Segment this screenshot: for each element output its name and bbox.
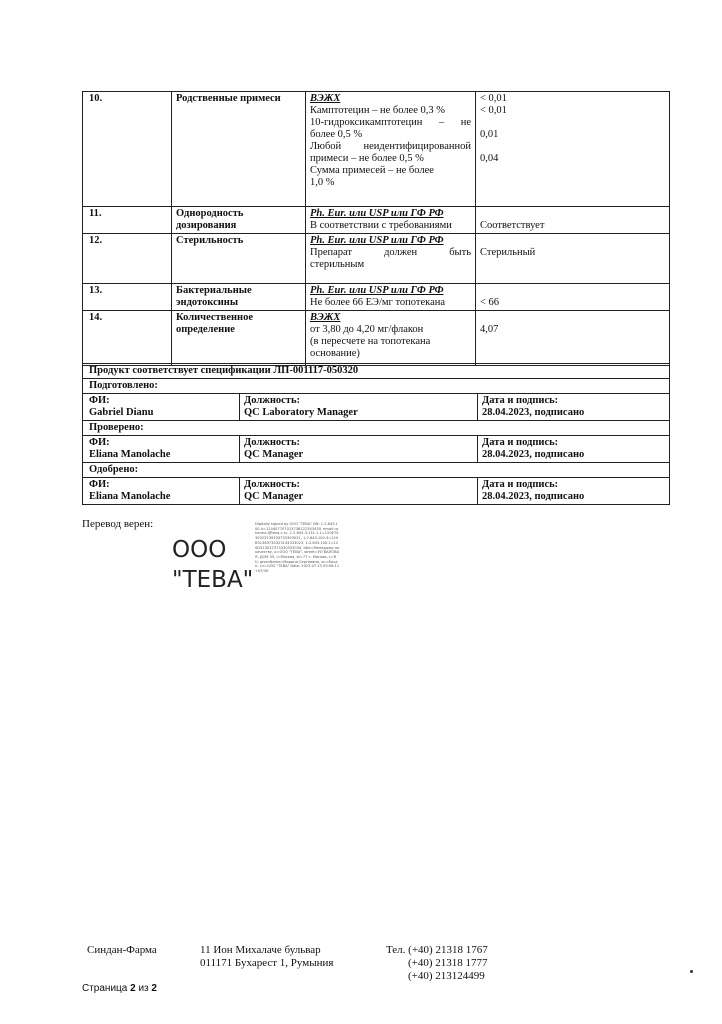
sign-fio bbox=[83, 478, 240, 505]
footer-phone: Тел. (+40) 21318 1767 bbox=[386, 944, 488, 956]
result-line: < 66 bbox=[480, 297, 500, 308]
test-result bbox=[476, 284, 670, 311]
sign-fio-label: ФИ: bbox=[89, 395, 110, 406]
spec-line: Камптотецин – не более 0,3 % bbox=[310, 105, 445, 116]
test-result bbox=[476, 234, 670, 284]
spec-line: 10-гидроксикамптотецин – не bbox=[310, 117, 471, 128]
spec-line: более 0,5 % bbox=[310, 129, 363, 140]
sign-position-label: Должность: bbox=[244, 437, 301, 448]
result-line bbox=[480, 117, 665, 129]
test-row bbox=[83, 234, 670, 284]
test-name-line: определение bbox=[176, 324, 235, 335]
spec-line: основание) bbox=[310, 348, 360, 359]
page-prefix: Страница bbox=[82, 983, 128, 994]
stamp-line-1: ООО bbox=[172, 537, 227, 563]
test-result bbox=[476, 207, 670, 234]
sign-fio-label: ФИ: bbox=[89, 437, 110, 448]
spec-line: примеси – не более 0,5 % bbox=[310, 153, 424, 164]
company-stamp-name bbox=[172, 535, 253, 595]
result-line: < 0,01 bbox=[480, 105, 507, 116]
test-row bbox=[83, 207, 670, 234]
sign-fio bbox=[83, 394, 240, 421]
sign-date-label: Дата и подпись: bbox=[482, 437, 559, 448]
test-spec bbox=[306, 207, 476, 234]
sign-fio-value: Gabriel Dianu bbox=[89, 407, 154, 418]
test-method: ВЭЖХ bbox=[310, 312, 341, 323]
test-row bbox=[83, 311, 670, 366]
test-name-line: Стерильность bbox=[176, 235, 244, 246]
spec-line: Не более 66 ЕЭ/мг топотекана bbox=[310, 297, 446, 308]
approval-table bbox=[82, 363, 670, 505]
test-name-line: Бактериальные bbox=[176, 285, 252, 296]
digital-signature-text: Digitally signed by ООО "ТЕВА" DN: 1.2.643.100.4=120407707013738122343430, email=pharma.@teva-c.ru, 1.2.643.3.131.1.1=120E7435023139333735393031, 1.2.643.100.3=120B31363730323134333023, 1.2.643.100.1=120D313037373330333034, title=Менеджер по качеству, o=ООО "ТЕВА", street=УЛ ВАЛОВАЯ, ДОМ 35, l=Москва, st=77 г. Москва, c=RU, givenName=Марина Сергеевна, sn=Кочан, cn=ООО "ТЕВА" Date: 2023.07.13 09:56:11 +03'00' bbox=[255, 522, 340, 574]
sign-section-title: Подготовлено: bbox=[83, 379, 670, 394]
sign-detail-row bbox=[83, 436, 670, 463]
sign-date-value: 28.04.2023, подписано bbox=[482, 407, 585, 418]
test-name bbox=[172, 207, 306, 234]
test-name bbox=[172, 284, 306, 311]
test-spec bbox=[306, 234, 476, 284]
result-line bbox=[480, 235, 665, 247]
sign-position-value: QC Manager bbox=[244, 449, 304, 460]
sign-section-row bbox=[83, 463, 670, 478]
test-number: 14. bbox=[83, 311, 172, 366]
test-number: 11. bbox=[83, 207, 172, 234]
test-name-line: дозирования bbox=[176, 220, 237, 231]
spec-line: Любой неидентифицированной bbox=[310, 141, 471, 152]
sign-date bbox=[478, 394, 670, 421]
sign-position-value: QC Laboratory Manager bbox=[244, 407, 358, 418]
test-name-line: Количественное bbox=[176, 312, 254, 323]
test-result bbox=[476, 92, 670, 207]
test-name-line: эндотоксины bbox=[176, 297, 239, 308]
sign-section-row bbox=[83, 379, 670, 394]
test-result bbox=[476, 311, 670, 366]
sign-detail-row bbox=[83, 478, 670, 505]
sign-date-value: 28.04.2023, подписано bbox=[482, 491, 585, 502]
test-row bbox=[83, 92, 670, 207]
sign-position-value: QC Manager bbox=[244, 491, 304, 502]
sign-date bbox=[478, 478, 670, 505]
sign-fio-label: ФИ: bbox=[89, 479, 110, 490]
sign-date-label: Дата и подпись: bbox=[482, 479, 559, 490]
sign-position bbox=[240, 436, 478, 463]
sign-section-row bbox=[83, 421, 670, 436]
sign-section-title: Проверено: bbox=[83, 421, 670, 436]
spec-line: (в пересчете на топотекана bbox=[310, 336, 431, 347]
footer-phone: (+40) 213124499 bbox=[408, 970, 485, 982]
spec-line: 1,0 % bbox=[310, 177, 335, 188]
result-line bbox=[480, 312, 665, 324]
test-name bbox=[172, 234, 306, 284]
result-line: 0,01 bbox=[480, 129, 499, 140]
conclusion-text: Продукт соответствует спецификации ЛП-001117-050320 bbox=[83, 364, 670, 379]
sign-detail-row bbox=[83, 394, 670, 421]
result-line bbox=[480, 285, 665, 297]
sign-date-label: Дата и подпись: bbox=[482, 395, 559, 406]
footer-address-line: 11 Ион Михалаче бульвар bbox=[200, 944, 321, 956]
result-line bbox=[480, 208, 665, 220]
result-line: < 0,01 bbox=[480, 93, 507, 104]
spec-line: стерильным bbox=[310, 259, 365, 270]
sign-position bbox=[240, 478, 478, 505]
sign-fio bbox=[83, 436, 240, 463]
sign-position bbox=[240, 394, 478, 421]
result-line: Стерильный bbox=[480, 247, 536, 258]
test-spec bbox=[306, 92, 476, 207]
sign-fio-value: Eliana Manolache bbox=[89, 491, 171, 502]
sign-date bbox=[478, 436, 670, 463]
test-method: Ph. Eur. или USP или ГФ РФ bbox=[310, 285, 444, 296]
page-total: 2 bbox=[151, 983, 157, 994]
page-middle: из bbox=[138, 983, 149, 994]
page-number bbox=[82, 983, 157, 994]
stamp-line-2: "ТЕВА" bbox=[172, 567, 254, 593]
sign-section-title: Одобрено: bbox=[83, 463, 670, 478]
footer-address bbox=[200, 944, 333, 970]
test-number: 10. bbox=[83, 92, 172, 207]
sign-date-value: 28.04.2023, подписано bbox=[482, 449, 585, 460]
spec-line: В соответствии с требованиями bbox=[310, 220, 452, 231]
result-line bbox=[480, 141, 665, 153]
spec-line: Сумма примесей – не более bbox=[310, 165, 434, 176]
page-current: 2 bbox=[130, 983, 136, 994]
footer-phones bbox=[386, 944, 488, 983]
test-name bbox=[172, 311, 306, 366]
scan-speck bbox=[690, 970, 693, 973]
sign-position-label: Должность: bbox=[244, 479, 301, 490]
translation-note: Перевод верен: bbox=[82, 518, 154, 530]
test-number: 12. bbox=[83, 234, 172, 284]
sign-position-label: Должность: bbox=[244, 395, 301, 406]
conclusion-row bbox=[83, 364, 670, 379]
test-method: Ph. Eur. или USP или ГФ РФ bbox=[310, 208, 444, 219]
spec-line: Препарат должен быть bbox=[310, 247, 471, 258]
test-name bbox=[172, 92, 306, 207]
sign-fio-value: Eliana Manolache bbox=[89, 449, 171, 460]
footer-org: Синдан-Фарма bbox=[87, 944, 157, 956]
footer-phone: (+40) 21318 1777 bbox=[408, 957, 488, 969]
test-method: ВЭЖХ bbox=[310, 93, 341, 104]
test-spec bbox=[306, 311, 476, 366]
result-line: 4,07 bbox=[480, 324, 499, 335]
test-name-line: Однородность bbox=[176, 208, 244, 219]
result-line: 0,04 bbox=[480, 153, 499, 164]
spec-line: от 3,80 до 4,20 мг/флакон bbox=[310, 324, 424, 335]
test-number: 13. bbox=[83, 284, 172, 311]
result-line: Соответствует bbox=[480, 220, 545, 231]
test-row bbox=[83, 284, 670, 311]
footer-address-line: 011171 Бухарест 1, Румыния bbox=[200, 957, 334, 969]
test-method: Ph. Eur. или USP или ГФ РФ bbox=[310, 235, 444, 246]
test-name-line: Родственные примеси bbox=[176, 93, 281, 104]
test-spec bbox=[306, 284, 476, 311]
test-results-table bbox=[82, 91, 670, 366]
